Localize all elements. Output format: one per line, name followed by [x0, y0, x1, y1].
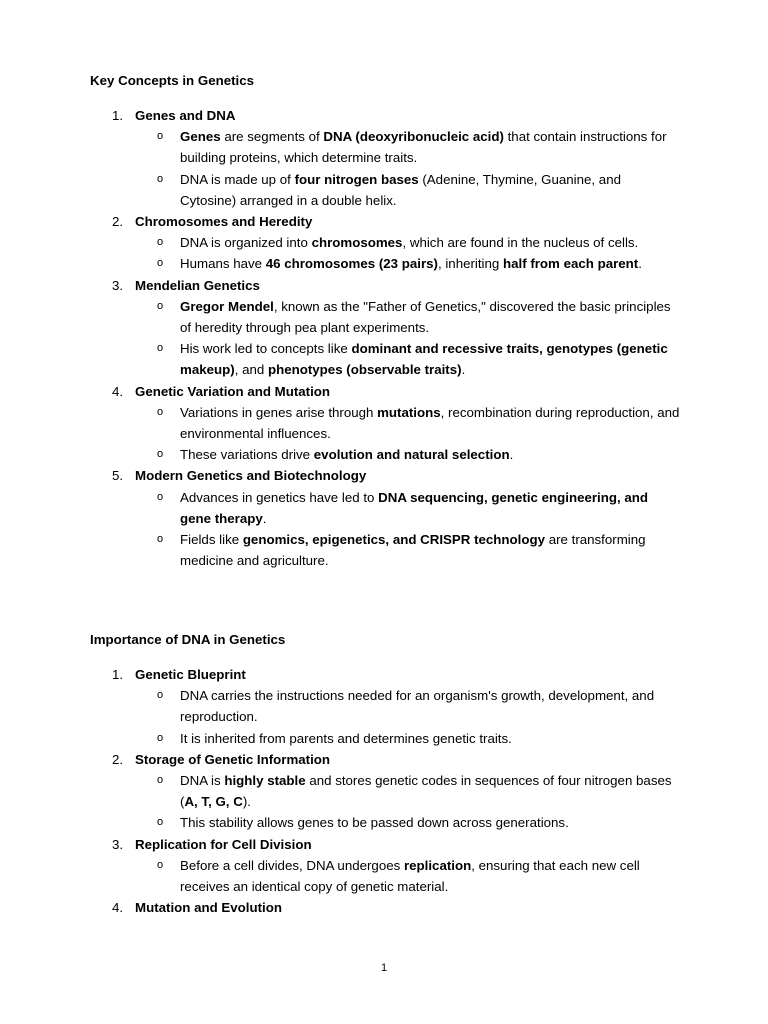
text-run: Advances in genetics have led to: [180, 489, 379, 505]
importance-of-dna-list: [0, 664, 768, 918]
text-run: are segments of: [220, 129, 324, 145]
bullet-icon: o: [157, 731, 164, 744]
bullet-text: [180, 728, 680, 749]
bold-text-run: evolution and natural selection: [313, 447, 510, 463]
text-run: .: [262, 510, 267, 526]
text-run: .: [509, 447, 514, 463]
text-run: DNA is: [180, 773, 225, 789]
bold-text-run: Gregor Mendel: [180, 298, 274, 314]
bold-text-run: genomics, epigenetics, and CRISPR technology: [242, 532, 546, 548]
bold-text-run: DNA (deoxyribonucleic acid): [323, 129, 504, 145]
list-item-title: Genetic Variation and Mutation: [135, 383, 331, 399]
text-run: , inheriting: [437, 256, 503, 272]
list-item: [0, 211, 768, 275]
list-item-title: Mutation and Evolution: [135, 900, 282, 916]
bullet-icon: o: [157, 405, 164, 418]
bold-text-run: Genes: [180, 129, 221, 145]
list-item-title: Modern Genetics and Biotechnology: [135, 468, 367, 484]
bold-text-run: half from each parent: [503, 256, 639, 272]
bold-text-run: four nitrogen bases: [294, 171, 419, 187]
section-heading-importance-of-dna: Importance of DNA in Genetics: [90, 632, 286, 647]
list-item-title: Replication for Cell Division: [135, 836, 312, 852]
key-concepts-list: [0, 105, 768, 571]
text-run: are transforming medicine and agriculture.: [180, 532, 646, 569]
list-item-number: 3.: [112, 836, 124, 852]
text-run: Variations in genes arise through: [180, 404, 378, 420]
list-item: [0, 664, 768, 749]
section-heading-key-concepts: Key Concepts in Genetics: [90, 73, 255, 88]
bullet-item: [0, 728, 768, 749]
text-run: Before a cell divides, DNA undergoes: [180, 857, 404, 873]
bullet-icon: o: [157, 816, 164, 829]
bullet-text: [180, 685, 680, 727]
bullet-icon: o: [157, 257, 164, 270]
bullet-icon: o: [157, 342, 164, 355]
bullet-text: [180, 487, 680, 529]
list-item: [0, 275, 768, 381]
bullet-text: [180, 402, 680, 444]
bullet-icon: o: [157, 774, 164, 787]
bold-text-run: A, T, G, C: [184, 794, 243, 810]
bullet-icon: o: [157, 299, 164, 312]
bullet-item: [0, 296, 768, 338]
bullet-icon: o: [157, 448, 164, 461]
text-run: , which are found in the nucleus of cells.: [402, 235, 639, 251]
bullet-icon: o: [157, 689, 164, 702]
list-item: [0, 897, 768, 918]
text-run: , and: [234, 362, 268, 378]
text-run: His work led to concepts like: [180, 341, 352, 357]
text-run: .: [638, 256, 642, 272]
list-item-number: 4.: [112, 383, 124, 399]
text-run: .: [461, 362, 466, 378]
bullet-text: [180, 169, 680, 211]
bullet-icon: o: [157, 172, 164, 185]
bullet-icon: o: [157, 533, 164, 546]
bullet-text: [180, 529, 680, 571]
list-item-title: Mendelian Genetics: [135, 277, 260, 293]
bullet-text: [180, 232, 680, 253]
bullet-item: [0, 487, 768, 529]
text-run: Fields like: [180, 532, 243, 548]
bullet-icon: o: [157, 130, 164, 143]
list-item-number: 2.: [112, 751, 124, 767]
list-item: [0, 381, 768, 466]
bold-text-run: dominant and recessive traits, genotypes (genetic makeup): [180, 341, 668, 378]
list-item-title: Genetic Blueprint: [135, 667, 246, 682]
bullet-icon: o: [157, 236, 164, 249]
bullet-item: [0, 812, 768, 833]
text-run: ).: [242, 794, 251, 810]
bold-text-run: highly stable: [224, 773, 306, 789]
bullet-item: [0, 126, 768, 168]
text-run: , known as the "Father of Genetics," discovered the basic principles of heredity through pea plant experiments.: [180, 298, 671, 336]
bold-text-run: DNA sequencing, genetic engineering, and gene therapy: [180, 489, 649, 526]
bullet-item: [0, 444, 768, 465]
text-run: DNA is made up of: [180, 171, 295, 187]
bullet-item: [0, 685, 768, 727]
list-item-number: 3.: [112, 277, 124, 293]
bullet-text: [180, 855, 680, 897]
bullet-item: [0, 529, 768, 571]
list-item: [0, 465, 768, 571]
list-item-number: 2.: [112, 214, 124, 230]
bullet-item: [0, 402, 768, 444]
text-run: , ensuring that each new cell receives an identical copy of genetic material.: [180, 857, 640, 895]
list-item-title: Storage of Genetic Information: [135, 751, 331, 767]
list-item-number: 5.: [112, 468, 124, 484]
bullet-text: [180, 444, 680, 465]
bullet-item: [0, 232, 768, 253]
text-run: that contain instructions for building proteins, which determine traits.: [180, 129, 667, 166]
list-item-title: Genes and DNA: [135, 108, 236, 123]
text-run: Humans have: [180, 256, 266, 272]
bold-text-run: mutations: [377, 404, 441, 420]
list-item-number: 1.: [112, 108, 124, 123]
list-item-number: 4.: [112, 900, 124, 916]
text-run: DNA carries the instructions needed for an organism's growth, development, and reproduction.: [180, 688, 655, 725]
bold-text-run: chromosomes: [311, 235, 403, 251]
text-run: It is inherited from parents and determines genetic traits.: [180, 730, 512, 746]
text-run: (Adenine, Thymine, Guanine, and Cytosine) arranged in a double helix.: [180, 171, 621, 208]
bullet-item: [0, 169, 768, 211]
bullet-text: [180, 296, 680, 338]
text-run: DNA is organized into: [180, 235, 312, 251]
list-item: [0, 749, 768, 834]
bold-text-run: 46 chromosomes (23 pairs): [265, 256, 438, 272]
bullet-text: [180, 253, 680, 274]
list-item: [0, 834, 768, 898]
bullet-text: [180, 338, 680, 380]
list-item-number: 1.: [112, 667, 124, 682]
bullet-text: [180, 126, 680, 168]
text-run: This stability allows genes to be passed down across generations.: [180, 815, 569, 831]
bullet-item: [0, 770, 768, 812]
list-item: [0, 105, 768, 211]
text-run: These variations drive: [180, 447, 314, 463]
bullet-text: [180, 770, 680, 812]
text-run: , recombination during reproduction, and environmental influences.: [180, 404, 680, 442]
page-number: 1: [380, 962, 388, 974]
text-run: and stores genetic codes in sequences of four nitrogen bases (: [180, 773, 672, 810]
bold-text-run: replication: [403, 857, 472, 873]
bold-text-run: phenotypes (observable traits): [267, 362, 462, 378]
bullet-icon: o: [157, 858, 164, 871]
bullet-icon: o: [157, 490, 164, 503]
bullet-item: [0, 855, 768, 897]
list-item-title: Chromosomes and Heredity: [135, 214, 313, 230]
bullet-text: [180, 812, 680, 833]
bullet-item: [0, 253, 768, 274]
bullet-item: [0, 338, 768, 380]
